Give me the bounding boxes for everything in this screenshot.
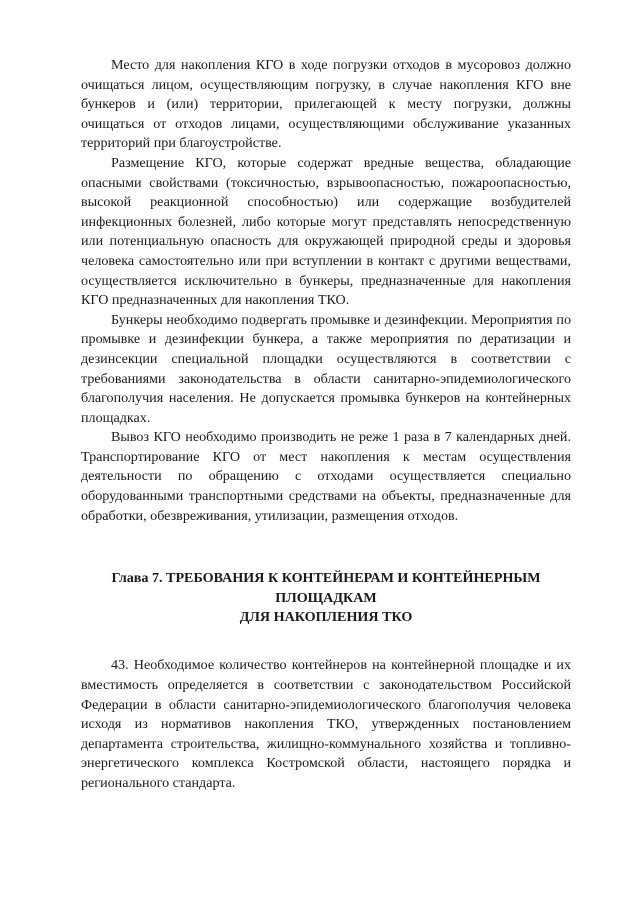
paragraph-bunker-disinfection: Бункеры необходимо подвергать промывке и дезинфекции. Мероприятия по промывке и дезинфекции бункера, а также мероприятия по дератизации и дезинсекции специальной площадки осуществляются в соответствии с требованиями законодательства в области санитарно-эпидемиологического благополучия населения. Не допускается промывка бункеров на контейнерных площадках. bbox=[81, 311, 571, 426]
paragraph-kgo-removal: Вывоз КГО необходимо производить не реже 1 раза в 7 календарных дней. Транспортирование КГО от мест накопления к местам осуществления деятельности по обращению с отходами осуществляется специально оборудованными транспортными средствами на объекты, предназначенные для обработки, обезвреживания, утилизации, размещения отходов. bbox=[81, 429, 571, 524]
document-page bbox=[81, 56, 571, 794]
chapter-heading-line-1: Глава 7. ТРЕБОВАНИЯ К КОНТЕЙНЕРАМ И КОНТЕЙНЕРНЫМ bbox=[111, 570, 541, 587]
paragraph-kgo-loading-cleanup: Место для накопления КГО в ходе погрузки отходов в мусоровоз должно очищаться лицом, осуществляющим погрузку, в случае накопления КГО вне бункеров и (или) территории, прилегающей к месту погрузки, должны очищаться от отходов лицами, осуществляющими обслуживание указанных территорий при благоустройстве. bbox=[81, 57, 571, 152]
paragraph-hazardous-kgo: Размещение КГО, которые содержат вредные вещества, обладающие опасными свойствами (токсичностью, взрывоопасностью, пожароопасностью, высокой реакционной способностью) или содержащие возбудителей инфекционных болезней, либо которые могут представлять непосредственную или потенциальную опасность для окружающей природной среды и здоровья человека самостоятельно или при вступлении в контакт с другими веществами, осуществляется исключительно в бункеры, предназначенные для накопления КГО предназначенных для накопления ТКО. bbox=[81, 154, 571, 309]
chapter-heading-line-2: ПЛОЩАДКАМ bbox=[275, 589, 377, 606]
chapter-heading-line-3: ДЛЯ НАКОПЛЕНИЯ ТКО bbox=[239, 609, 413, 626]
clause-43: 43. Необходимое количество контейнеров на контейнерной площадке и их вместимость определяется в соответствии с законодательством Российской Федерации в области санитарно-эпидемиологического благополучия человека исходя из нормативов накопления ТКО, утвержденных постановлением департамента строительства, жилищно-коммунального хозяйства и топливно-энергетического комплекса Костромской области, настоящего порядка и регионального стандарта. bbox=[81, 657, 571, 792]
chapter-heading bbox=[81, 569, 571, 627]
